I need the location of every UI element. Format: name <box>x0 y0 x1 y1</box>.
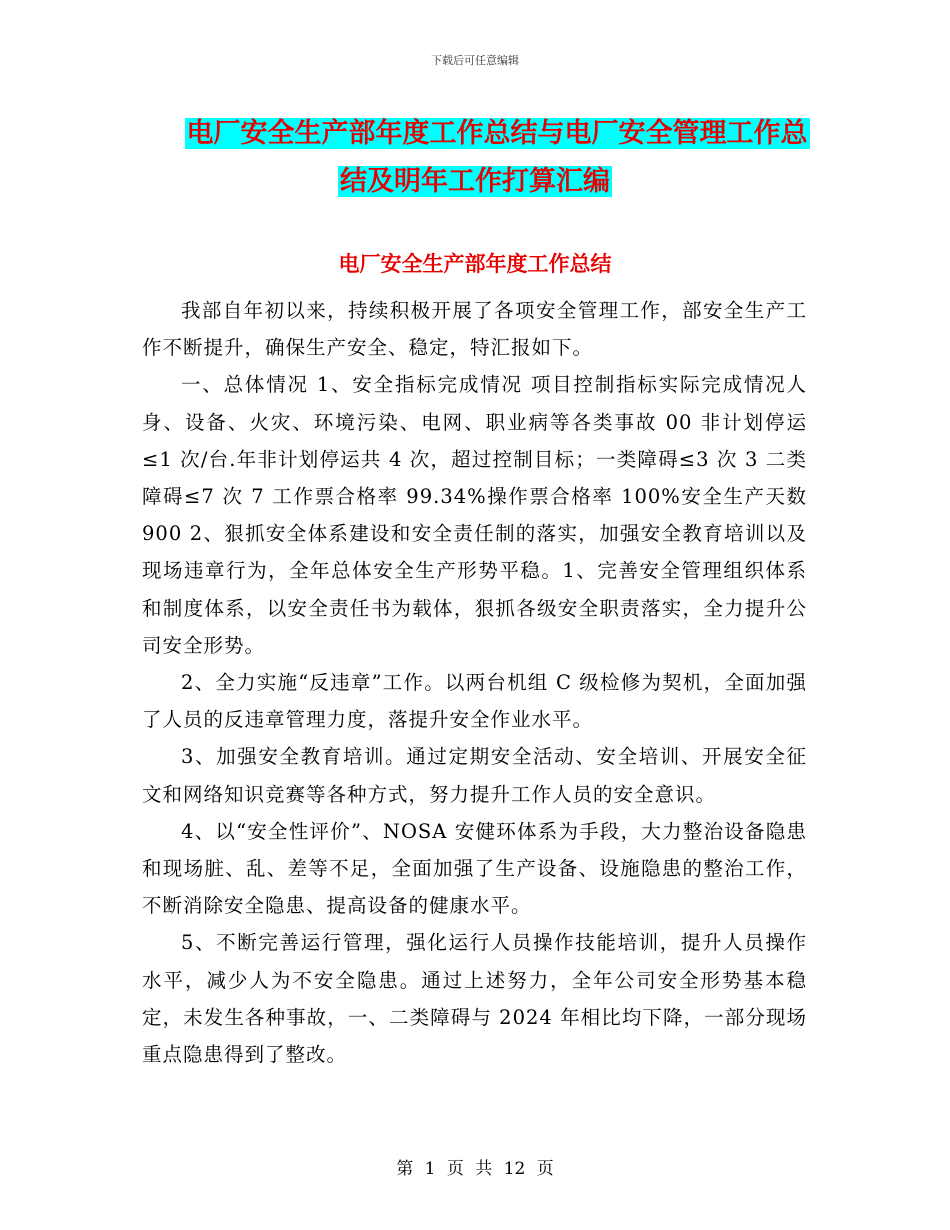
paragraph: 3、加强安全教育培训。通过定期安全活动、安全培训、开展安全征文和网络知识竞赛等各种方式，努力提升工作人员的安全意识。 <box>142 745 807 806</box>
paragraph: 我部自年初以来，持续积极开展了各项安全管理工作，部安全生产工作不断提升，确保生产安全、稳定，特汇报如下。 <box>142 299 807 360</box>
document-title <box>0 110 950 206</box>
paragraph: 2、全力实施“反违章”工作。以两台机组 C 级检修为契机，全面加强了人员的反违章管理力度，落提升安全作业水平。 <box>142 671 807 732</box>
paragraph: 4、以“安全性评价”、NOSA 安健环体系为手段，大力整治设备隐患和现场脏、乱、差等不足，全面加强了生产设备、设施隐患的整治工作，不断消除安全隐患、提高设备的健康水平。 <box>142 819 807 918</box>
title-line-2: 结及明年工作打算汇编 <box>340 166 610 197</box>
document-body <box>142 292 807 1073</box>
paragraph: 5、不断完善运行管理，强化运行人员操作技能培训，提升人员操作水平，减少人为不安全隐患。通过上述努力，全年公司安全形势基本稳定，未发生各种事故，一、二类障碍与 2024 年相比均下降，一部分现场重点隐患得到了整改。 <box>142 931 807 1067</box>
header-note: 下载后可任意编辑 <box>431 54 519 67</box>
paragraph: 一、总体情况 1、安全指标完成情况 项目控制指标实际完成情况人身、设备、火灾、环境污染、电网、职业病等各类事故 00 非计划停运≤1 次/台.年非计划停运共 4 次，超过控制目标；一类障碍≤3 次 3 二类障碍≤7 次 7 工作票合格率 99.34%操作票合格率 100%安全生产天数 900 2、狠抓安全体系建设和安全责任制的落实，加强安全教育培训以及现场违章行为，全年总体安全生产形势平稳。1、完善安全管理组织体系和制度体系，以安全责任书为载体，狠抓各级安全职责落实，全力提升公司安全形势。 <box>142 373 807 657</box>
section-title: 电厂安全生产部年度工作总结 <box>338 252 612 276</box>
page-footer: 第 1 页 共 12 页 <box>396 1159 554 1179</box>
title-line-1: 电厂安全生产部年度工作总结与电厂安全管理工作总 <box>186 118 808 149</box>
